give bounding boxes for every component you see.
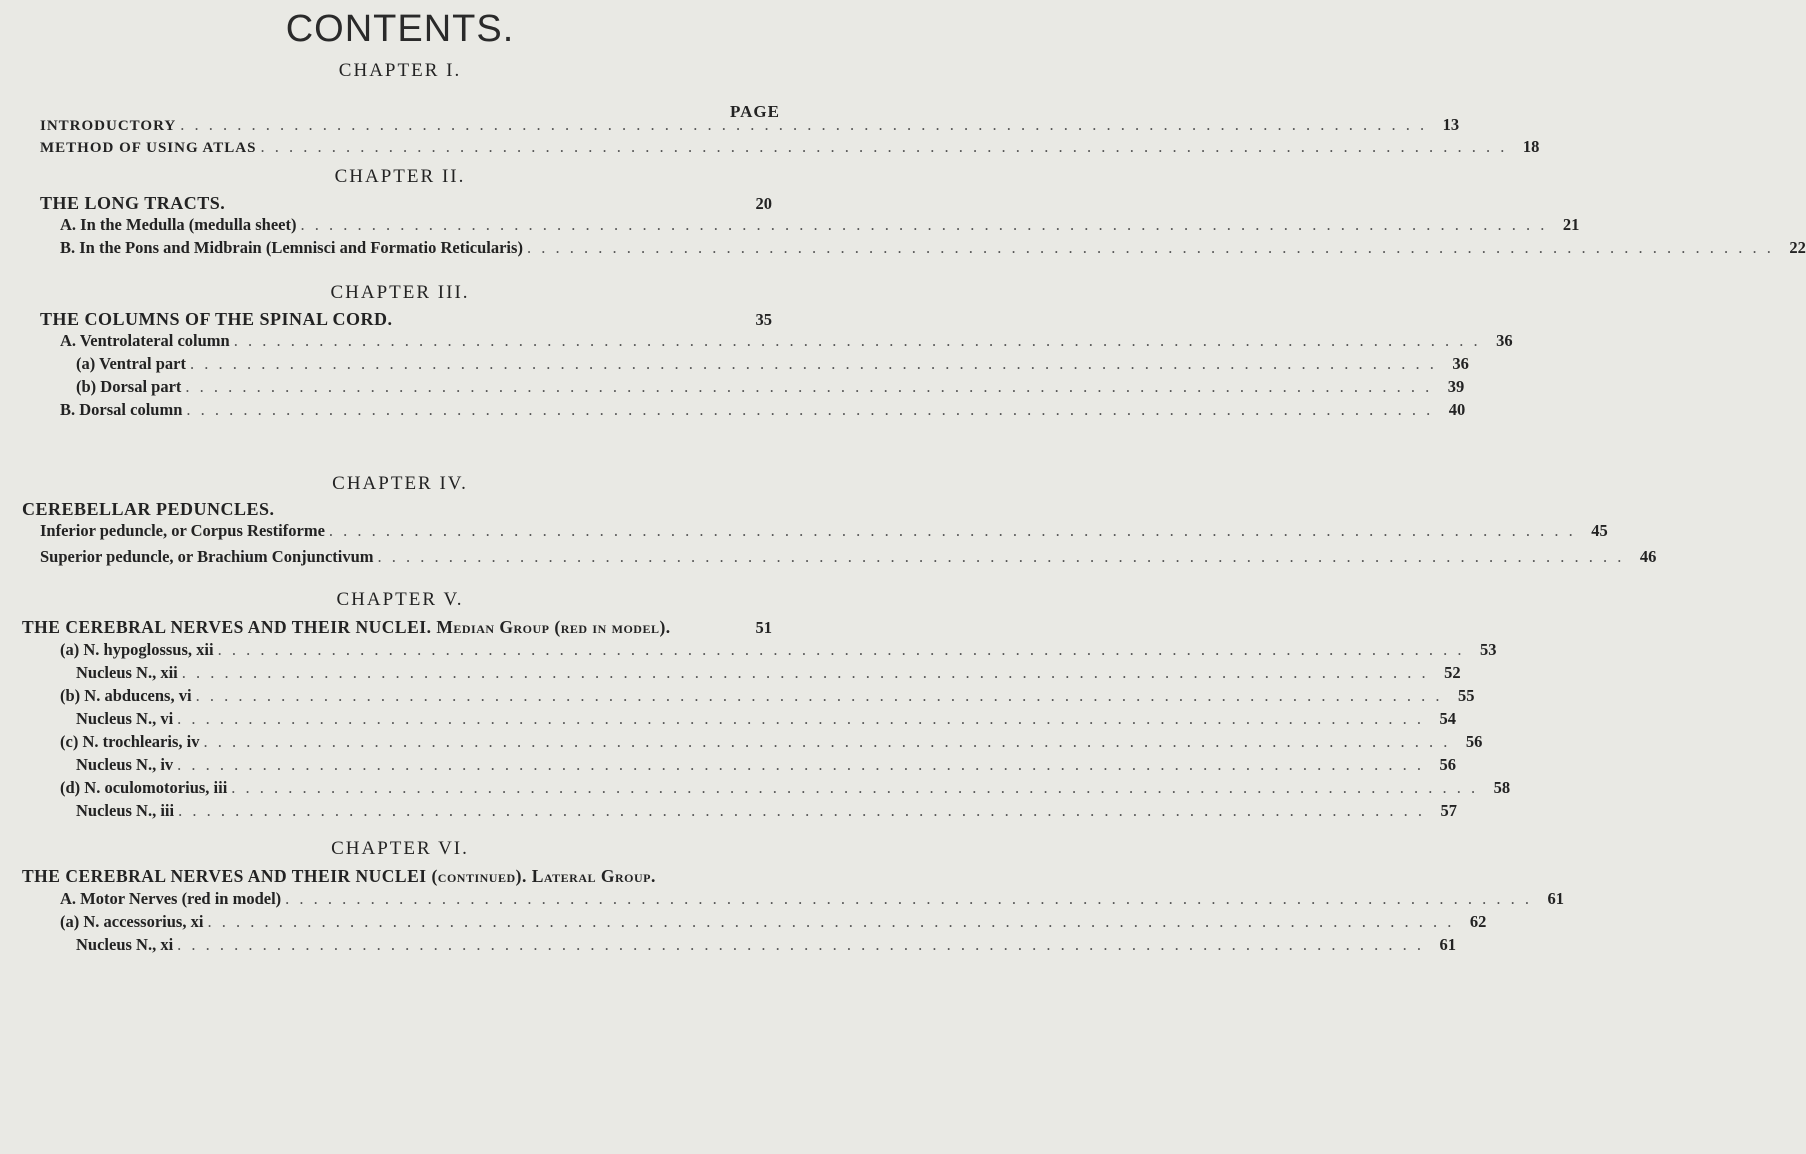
- toc-entry[interactable]: [60, 686, 1475, 708]
- toc-entry-label: (c) N. trochlearis, iv: [60, 732, 200, 751]
- toc-entry-page: 58: [1493, 778, 1511, 797]
- dot-leader: [297, 215, 1552, 235]
- dot-leader: [181, 377, 1436, 397]
- chapter-heading: CHAPTER II.: [334, 166, 466, 187]
- dot-leader: [256, 137, 1511, 157]
- toc-entry-label: Nucleus N., xi: [76, 935, 174, 954]
- toc-entry-label: (a) Ventral part: [76, 354, 186, 373]
- toc-entry-label: Superior peduncle, or Brachium Conjunctivum: [40, 547, 374, 566]
- dot-leader: [325, 521, 1580, 541]
- dot-leader: [174, 801, 1429, 821]
- toc-entry-label: (b) N. abducens, vi: [60, 686, 192, 705]
- toc-entry[interactable]: [60, 912, 1487, 934]
- toc-entry[interactable]: [60, 215, 1580, 237]
- page-title: CONTENTS.: [285, 8, 515, 50]
- dot-leader: [199, 732, 1454, 752]
- toc-entry-page: 45: [1591, 521, 1608, 540]
- toc-entry[interactable]: [76, 709, 1457, 731]
- chapter-heading: CHAPTER VI.: [331, 838, 469, 859]
- toc-section-heading[interactable]: [22, 866, 772, 888]
- dot-leader: [281, 889, 1536, 909]
- toc-entry-label: METHOD OF USING ATLAS: [40, 140, 257, 156]
- dot-leader: [374, 547, 1629, 567]
- toc-entry[interactable]: [40, 137, 1540, 159]
- toc-entry-label: CEREBELLAR PEDUNCLES.: [22, 499, 275, 519]
- toc-entry[interactable]: [60, 238, 1806, 260]
- toc-entry[interactable]: [60, 400, 1466, 422]
- dot-leader: [230, 331, 1485, 351]
- toc-entry-page: 18: [1522, 137, 1540, 156]
- toc-entry-page: 36: [1452, 354, 1469, 373]
- dot-leader: [186, 354, 1441, 374]
- dot-leader: [523, 238, 1778, 258]
- toc-entry-page: 39: [1447, 377, 1465, 396]
- toc-entry-label: Nucleus N., xii: [76, 663, 178, 682]
- toc-entry-label: Nucleus N., iv: [76, 755, 174, 774]
- toc-entry[interactable]: [40, 547, 1657, 569]
- toc-entry[interactable]: [60, 889, 1565, 911]
- toc-entry-page: 54: [1439, 709, 1457, 728]
- toc-entry-page: 52: [1444, 663, 1461, 682]
- chapter-heading: CHAPTER I.: [338, 60, 462, 81]
- dot-leader: [214, 640, 1469, 660]
- toc-entry[interactable]: [40, 115, 1460, 137]
- toc-entry[interactable]: [76, 663, 1461, 685]
- chapter-heading: CHAPTER IV.: [332, 473, 468, 494]
- toc-entry-page: 13: [1442, 115, 1460, 134]
- toc-entry-page: 56: [1439, 755, 1457, 774]
- toc-entry-page: 62: [1469, 912, 1487, 931]
- toc-entry-page: 56: [1465, 732, 1483, 751]
- dot-leader: [173, 935, 1428, 955]
- toc-entry[interactable]: [76, 354, 1469, 376]
- toc-entry-label: THE LONG TRACTS.: [40, 193, 226, 213]
- toc-entry-label: Nucleus N., vi: [76, 709, 174, 728]
- toc-entry-page: 61: [1547, 889, 1565, 908]
- toc-entry-page: 40: [1448, 400, 1466, 419]
- toc-entry-label: THE COLUMNS OF THE SPINAL CORD.: [40, 309, 393, 329]
- toc-entry-page: 46: [1639, 547, 1657, 566]
- toc-entry-label: A. Motor Nerves (red in model): [60, 889, 282, 908]
- dot-leader: [192, 686, 1447, 706]
- toc-entry-label: B. In the Pons and Midbrain (Lemnisci and Formatio Reticularis): [60, 238, 523, 257]
- toc-entry-label: Nucleus N., iii: [76, 801, 175, 820]
- dot-leader: [178, 663, 1433, 683]
- toc-entry-page: 35: [755, 310, 772, 329]
- chapter-heading: CHAPTER V.: [336, 589, 464, 610]
- page-column-label: PAGE: [730, 102, 780, 121]
- toc-entry-page: 22: [1789, 238, 1806, 257]
- toc-entry[interactable]: [40, 521, 1608, 543]
- toc-entry-label: Inferior peduncle, or Corpus Restiforme: [40, 521, 325, 540]
- toc-entry-label: A. In the Medulla (medulla sheet): [60, 215, 297, 234]
- toc-section-heading[interactable]: [22, 499, 772, 521]
- toc-section-heading[interactable]: [40, 193, 772, 215]
- toc-entry-label: B. Dorsal column: [60, 400, 183, 419]
- dot-leader: [227, 778, 1482, 798]
- toc-entry-page: 21: [1562, 215, 1580, 234]
- dot-leader: [182, 400, 1437, 420]
- toc-entry-label: THE CEREBRAL NERVES AND THEIR NUCLEI (continued). Lateral Group.: [22, 866, 656, 886]
- dot-leader: [173, 709, 1428, 729]
- toc-entry[interactable]: [76, 377, 1465, 399]
- toc-entry-page: 20: [755, 194, 772, 213]
- toc-entry-page: 51: [755, 618, 772, 637]
- dot-leader: [176, 115, 1431, 135]
- toc-entry-page: 57: [1440, 801, 1457, 820]
- toc-entry[interactable]: [76, 755, 1457, 777]
- toc-entry-label: (a) N. accessorius, xi: [60, 912, 204, 931]
- toc-entry-page: 36: [1496, 331, 1513, 350]
- toc-section-heading[interactable]: [22, 617, 772, 639]
- toc-entry-label: A. Ventrolateral column: [60, 331, 230, 350]
- toc-entry-label: (b) Dorsal part: [76, 377, 182, 396]
- toc-entry-label: INTRODUCTORY: [40, 118, 177, 134]
- toc-entry[interactable]: [60, 331, 1513, 353]
- dot-leader: [203, 912, 1458, 932]
- dot-leader: [173, 755, 1428, 775]
- toc-entry[interactable]: [76, 935, 1457, 957]
- toc-section-heading[interactable]: [40, 309, 772, 331]
- toc-entry-label: THE CEREBRAL NERVES AND THEIR NUCLEI. Median Group (red in model).: [22, 617, 671, 637]
- toc-entry-label: (a) N. hypoglossus, xii: [60, 640, 214, 659]
- toc-entry-page: 53: [1479, 640, 1497, 659]
- toc-entry[interactable]: [60, 640, 1497, 662]
- toc-entry-label: (d) N. oculomotorius, iii: [60, 778, 228, 797]
- toc-entry-page: 61: [1439, 935, 1457, 954]
- chapter-heading: CHAPTER III.: [330, 282, 470, 303]
- toc-entry[interactable]: [76, 801, 1457, 823]
- toc-entry-page: 55: [1457, 686, 1475, 705]
- toc-entry[interactable]: [60, 778, 1511, 800]
- toc-entry[interactable]: [60, 732, 1483, 754]
